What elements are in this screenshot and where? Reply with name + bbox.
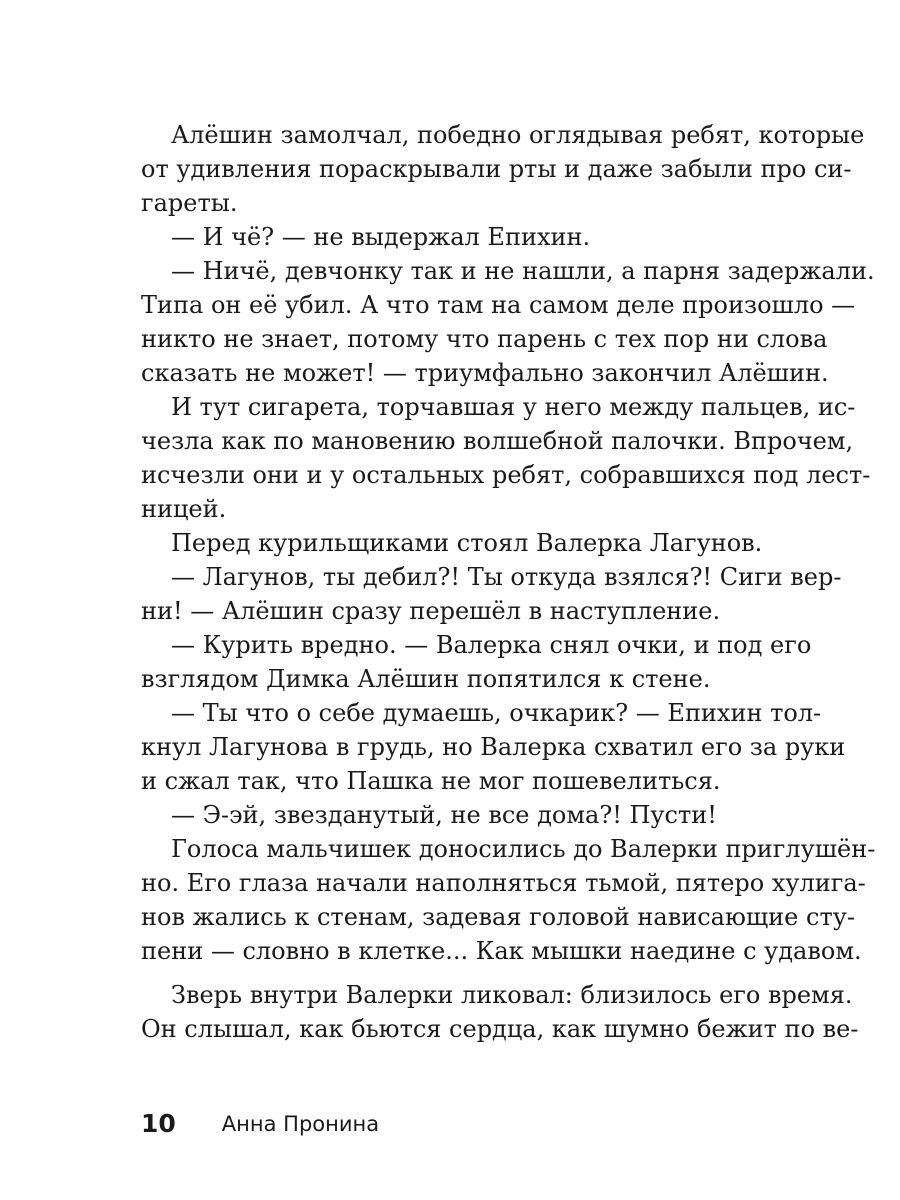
text-line: Зверь внутри Валерки ликовал: близилось его время. [171, 981, 853, 1009]
text-line: взглядом Димка Алёшин попятился к стене. [141, 665, 711, 693]
text-line: Перед курильщиками стоял Валерка Лагунов. [171, 529, 763, 557]
text-line: и сжал так, что Пашка не мог пошевелиться. [141, 767, 721, 795]
text-line: нов жались к стенам, задевая головой нависающие сту- [141, 903, 855, 931]
text-line: ни! — Алёшин сразу перешёл в наступление. [141, 597, 721, 625]
text-line: И тут сигарета, торчавшая у него между пальцев, ис- [171, 393, 856, 421]
text-line: Он слышал, как бьются сердца, как шумно бежит по ве- [141, 1015, 859, 1043]
text-line: Алёшин замолчал, победно оглядывая ребят, которые [171, 121, 865, 149]
text-line: пени — словно в клетке... Как мышки наедине с удавом. [141, 937, 862, 965]
text-line: от удивления пораскрывали рты и даже забыли про си- [141, 155, 852, 183]
text-line: Типа он её убил. А что там на самом деле произошло — [141, 291, 856, 319]
text-line: гареты. [141, 189, 238, 217]
text-line: Голоса мальчишек доносились до Валерки приглушён- [171, 835, 876, 863]
text-line: исчезли они и у остальных ребят, собравшихся под лест- [141, 461, 871, 489]
text-line: сказать не может! — триумфально закончил Алёшин. [141, 359, 829, 387]
text-line: чезла как по мановению волшебной палочки. Впрочем, [141, 427, 854, 455]
text-line: ницей. [141, 495, 227, 523]
body-text [141, 118, 876, 1046]
text-line: — Э-эй, звезданутый, не все дома?! Пусти! [171, 801, 717, 829]
text-line: никто не знает, потому что парень с тех пор ни слова [141, 325, 828, 353]
text-line: — Лагунов, ты дебил?! Ты откуда взялся?! Сиги вер- [171, 563, 842, 591]
text-line: но. Его глаза начали наполняться тьмой, пятеро хулига- [141, 869, 866, 897]
page-footer [141, 1104, 379, 1144]
running-author: Анна Пронина [221, 1112, 380, 1137]
text-line: кнул Лагунова в грудь, но Валерка схватил его за руки [141, 733, 846, 761]
text-line: — И чё? — не выдержал Епихин. [171, 223, 591, 251]
text-line: — Ты что о себе думаешь, очкарик? — Епихин тол- [171, 699, 822, 727]
text-line: — Ничё, девчонку так и не нашли, а парня задержали. [171, 257, 875, 285]
text-line: — Курить вредно. — Валерка снял очки, и под его [171, 631, 812, 659]
page-number: 10 [141, 1109, 176, 1139]
